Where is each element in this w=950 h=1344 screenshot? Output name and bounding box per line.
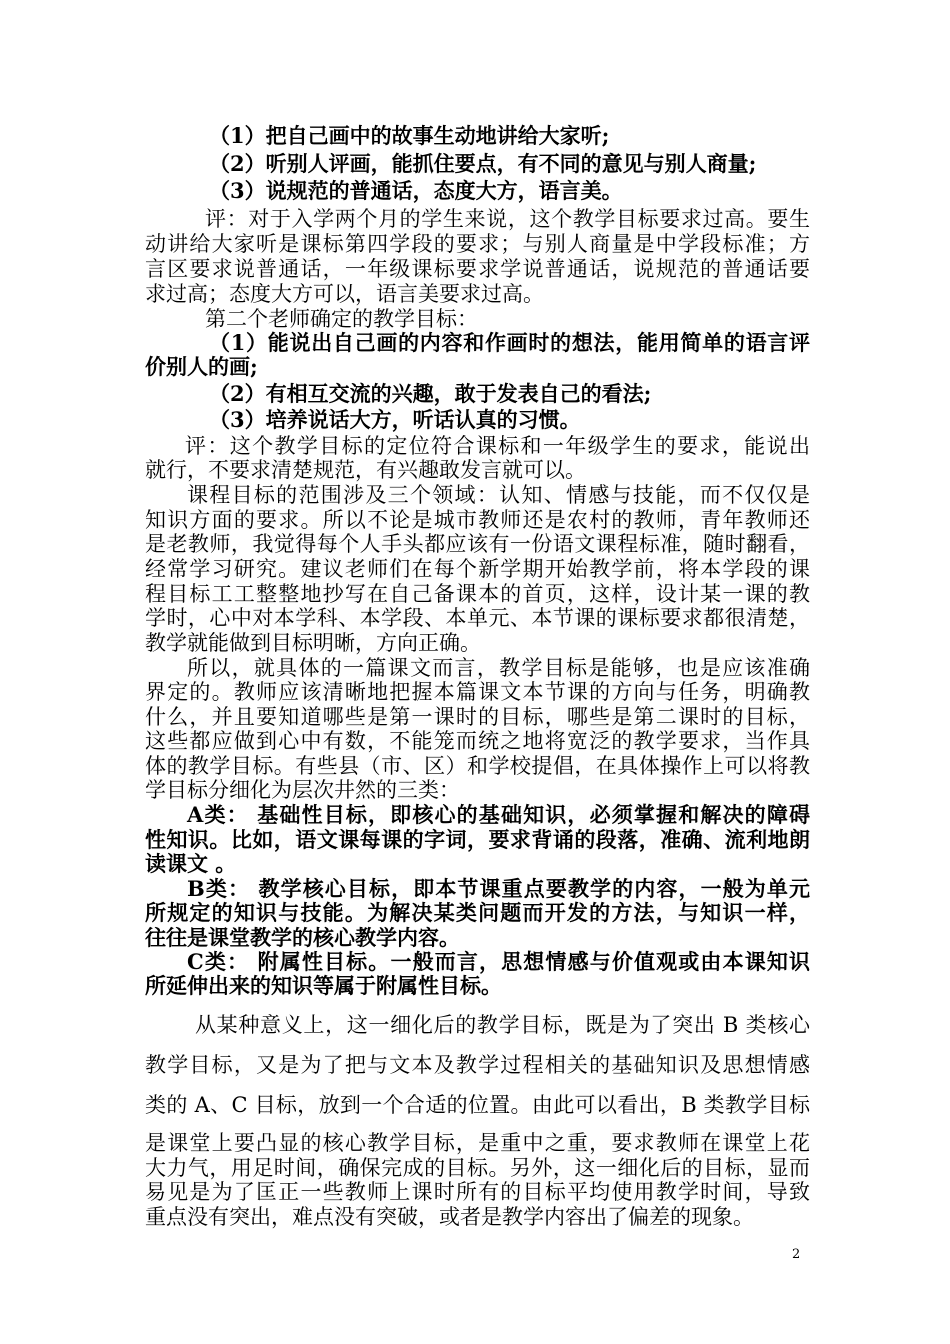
text-line: 经常学习研究。建议老师们在每个新学期开始教学前，将本学段的课 (145, 557, 810, 581)
text-line: （1）把自己画中的故事生动地讲给大家听; (209, 123, 610, 148)
text-line: 就行，不要求清楚规范，有兴趣敢发言就可以。 (145, 458, 586, 482)
text-line: 教学目标，又是为了把与文本及教学过程相关的基础知识及思想情感 (145, 1053, 810, 1077)
text-line: 往往是课堂教学的核心教学内容。 (145, 925, 460, 950)
text-line: （1）能说出自己画的内容和作画时的想法，能用简单的语言评 (209, 330, 810, 355)
text-line: A类： 基础性目标，即核心的基础知识，必须掌握和解决的障碍 (187, 802, 810, 827)
text-line: 学时，心中对本学科、本学段、本单元、本节课的课标要求都很清楚， (145, 606, 810, 630)
text-line: 学目标分细化为层次井然的三类： (145, 778, 460, 802)
text-line: （3）说规范的普通话，态度大方，语言美。 (209, 178, 623, 203)
text-line: 性知识。比如，语文课每课的字词，要求背诵的段落，准确、流利地朗 (145, 827, 810, 852)
text-line: 读课文 。 (145, 851, 237, 876)
text-line: 重点没有突出，难点没有突破，或者是教学内容出了偏差的现象。 (145, 1205, 754, 1229)
text-line: 这些都应做到心中有数，不能笼而统之地将宽泛的教学要求，当作具 (145, 729, 810, 753)
text-line: B类： 教学核心目标，即本节课重点要教学的内容，一般为单元 (187, 876, 810, 901)
text-line: 第二个老师确定的教学目标： (205, 307, 478, 331)
text-line: 评：这个教学目标的定位符合课标和一年级学生的要求，能说出 (185, 434, 810, 458)
text-line: 大力气，用足时间，确保完成的目标。另外，这一细化后的目标，显而 (145, 1156, 810, 1180)
text-line: 所以，就具体的一篇课文而言，教学目标是能够，也是应该准确 (187, 656, 810, 680)
text-line: 评：对于入学两个月的学生来说，这个教学目标要求过高。要生 (205, 207, 810, 231)
text-line: 知识方面的要求。所以不论是城市教师还是农村的教师，青年教师还 (145, 508, 810, 532)
text-line: 所延伸出来的知识等属于附属性目标。 (145, 973, 502, 998)
text-line: （2）听别人评画，能抓住要点，有不同的意见与别人商量; (209, 151, 757, 176)
text-line: 什么，并且要知道哪些是第一课时的目标，哪些是第二课时的目标， (145, 705, 810, 729)
text-line: 教学就能做到目标明晰，方向正确。 (145, 631, 481, 655)
text-line: （2）有相互交流的兴趣，敢于发表自己的看法; (209, 381, 652, 406)
text-line: 类的 A、C 目标，放到一个合适的位置。由此可以看出，B 类教学目标 (145, 1093, 810, 1117)
text-line: 界定的。教师应该清晰地把握本篇课文本节课的方向与任务，明确教 (145, 680, 810, 704)
text-line: 求过高；态度大方可以，语言美要求过高。 (145, 282, 544, 306)
text-line: 言区要求说普通话，一年级课标要求学说普通话，说规范的普通话要 (145, 257, 810, 281)
text-line: C类： 附属性目标。一般而言，思想情感与价值观或由本课知识 (187, 949, 810, 974)
text-line: 体的教学目标。有些县（市、区）和学校提倡，在具体操作上可以将教 (145, 754, 810, 778)
text-line: 所规定的知识与技能。为解决某类问题而开发的方法，与知识一样， (145, 900, 810, 925)
text-line: 从某种意义上，这一细化后的教学目标，既是为了突出 B 类核心 (195, 1013, 810, 1037)
text-line: 是课堂上要凸显的核心教学目标，是重中之重，要求教师在课堂上花 (145, 1131, 810, 1155)
text-line: （3）培养说话大方，听话认真的习惯。 (209, 407, 581, 432)
text-line: 程目标工工整整地抄写在自己备课本的首页，这样，设计某一课的教 (145, 582, 810, 606)
text-line: 课程目标的范围涉及三个领域：认知、情感与技能，而不仅仅是 (187, 483, 810, 507)
text-line: 易见是为了匡正一些教师上课时所有的目标平均使用教学时间，导致 (145, 1180, 810, 1204)
text-line: 是老教师，我觉得每个人手头都应该有一份语文课程标准，随时翻看， (145, 532, 810, 556)
text-line: 价别人的画; (145, 354, 258, 379)
text-line: 动讲给大家听是课标第四学段的要求；与别人商量是中学段标准；方 (145, 232, 810, 256)
page-number: 2 (792, 1247, 801, 1262)
